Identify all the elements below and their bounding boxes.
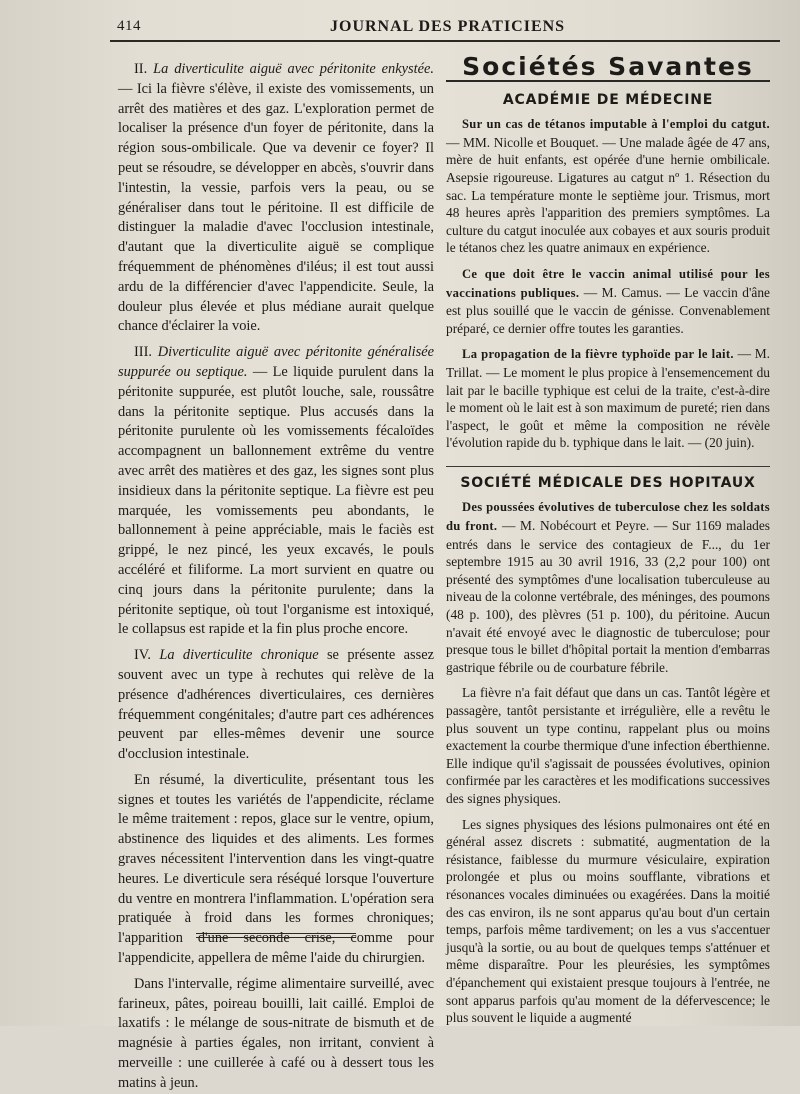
- entry-body: Les signes physiques des lésions pulmonaires ont été en général assez discrets : submatité, augmentation de la résistance, faiblesse du murmure vésiculaire, expiration prolongée et plus ou moins soufflante, vibrations et résonances vocales diminuées ou exagérées. Dans la moitié des cas environ, ils ne sont apparus qu'au bout d'un certain temps, parfois même tardivement; on les a vus s'accentuer jusqu'à la sortie, ou au bout de quelques temps s'atténuer et même disparaître. Pour les pleurésies, les symptômes d'épanchement qui existaient presque toujours à l'entrée, ne sont apparus parfois qu'au moment de la défervescence; le plus souvent le liquide a augmenté: [446, 816, 770, 1026]
- entry-body: — M. Camus. — Le vaccin d'âne est plus souillé que le vaccin de génisse. Convenablement préparé, ce dernier offre toutes les garanties.: [446, 284, 770, 336]
- entry-body: — M. Trillat. — Le moment le plus propice à l'ensemencement du lait par le bacille typhique est celui de la traite, c'est-à-dire le moment où le lait est à son maximum de pureté; rien dans l'aspect, le goût et même la composition ne révèle l'évolution rapide du b. typhique dans le lait. — (20 juin).: [446, 346, 770, 451]
- entry-title: Ce que doit être le vaccin animal utilisé pour les vaccinations publiques.: [446, 266, 770, 300]
- societes-savantes-banner: Sociétés Savantes: [446, 58, 770, 82]
- header-rule: [110, 40, 780, 42]
- paragraph-body: — Le liquide purulent dans la péritonite suppurée, est plutôt louche, sale, roussâtre dans la péritonite septique. Plus accusés dans la péritonite purulente où les vomissements fécaloïdes accompagnent un ballonnement extrême du ventre avec arrêt des matières et des gaz, les signes sont plus insidieux dans la péritonite septique. La fièvre est peu marquée, les vomissements peu abondants, le ballonnement à peine appréciable, mais le faciès est grippé, le nez pincé, les yeux excavés, le pouls accéléré et filiforme. La mort survient en quatre ou cinq jours dans la péritonite purulente; dans la péritonite septique, où tout l'organisme est intoxiqué, le collapsus est rapide et la fin plus proche encore.: [118, 363, 434, 638]
- paragraph-label: II.: [134, 61, 148, 77]
- right-column: [446, 52, 770, 1027]
- entry-body: — M. Nobécourt et Peyre. — Sur 1169 malades entrés dans le service des contagieux de F..., du 1er septembre 1915 au 30 avril 1916, 33 (2,2 pour 100) ont présenté des symptômes d'une localisation tuberculeuse au niveau de la colonne vertébrale, des méninges, des poumons (48 p. 100), des plèvres (51 p. 100), du péritoine. Aucun n'avait été envoyé avec le diagnostic de tuberculose; pour presque tous le billet d'hôpital portait la mention d'embarras gastrique fébrile ou de courbature fébrile.: [446, 518, 770, 675]
- paragraph-body: — Ici la fièvre s'élève, il existe des vomissements, un arrêt des matières et des gaz. L'exploration permet de localiser la présence d'un foyer de péritonite, dans la région sous-ombilicale. Que va devenir ce foyer? Il peut se résoudre, se développer en abcès, s'ouvrir dans l'intestin, la vessie, parfois vers la peau, ou se généraliser dans tout le péritoine. Il est difficile de distinguer la maladie d'avec l'occlusion intestinale, d'autant que la diverticulite aiguë se complique fréquemment de phénomènes d'iléus; il est tout aussi ardu de la différencier d'avec l'appendicite. Seule, la douleur plus élevée et plus médiane aurait quelque chance d'éclairer la voie.: [118, 80, 434, 335]
- left-column: [118, 60, 434, 1094]
- paragraph-body: Dans l'intervalle, régime alimentaire surveillé, avec farineux, pâtes, poireau bouilli, lait caillé. Emploi de laxatifs : le mélange de sous-nitrate de bismuth et de magnésie à parties égales, non irritant, convient à merveille : une cuillerée à café ou à dessert tous les matins à jeun.: [118, 975, 434, 1091]
- paragraph-heading: Diverticulite aiguë avec péritonite généralisée suppurée ou septique.: [118, 344, 434, 380]
- paragraph-label: III.: [134, 344, 152, 361]
- paragraph-heading: La diverticulite chronique: [159, 647, 319, 664]
- paragraph-4: [118, 646, 434, 765]
- entry-tuberculose: [446, 498, 770, 676]
- entry-body: — MM. Nicolle et Bouquet. — Une malade âgée de 47 ans, mère de huit enfants, est opérée d'une hernie ombilicale. Asepsie rigoureuse. Ligatures au catgut nº 1. Résection du sac. La température monte le septième jour. Trismus, mort 48 heures après l'apparition des premiers symptômes. La culture du catgut inoculée aux cobayes et aux souris produit le tétanos chez les quatre animaux en expérience.: [446, 134, 770, 256]
- paragraph-regime: [118, 975, 434, 1094]
- entry-vaccin: [446, 265, 770, 337]
- paragraph-2: [118, 60, 434, 337]
- entry-title: Des poussées évolutives de tuberculose chez les soldats du front.: [446, 500, 770, 534]
- entry-typhoide: [446, 345, 770, 452]
- page-number: 414: [117, 18, 141, 34]
- entry-tetanos: [446, 115, 770, 257]
- closing-rule: [196, 933, 356, 938]
- paragraph-body: En résumé, la diverticulite, présentant tous les signes et toutes les variétés de l'appendicite, réclame le même traitement : repos, glace sur le ventre, opium, abstinence des liquides et des aliments. Les formes graves nécessitent l'intervention dans les vingt-quatre heures. Le diverticule sera réséqué lorsque l'ouverture du ventre en montrera l'inflammation. L'opération sera pratiquée à froid dans les formes chroniques; l'apparition d'une seconde crise, comme pour l'appendicite, appellera de même l'aide du chirurgien.: [118, 771, 434, 967]
- section-title-societe-medicale: SOCIÉTÉ MÉDICALE DES HOPITAUX: [446, 466, 770, 493]
- journal-title: JOURNAL DES PRATICIENS: [330, 18, 566, 35]
- section-title-academie: ACADÉMIE DE MÉDECINE: [502, 91, 714, 108]
- entry-title: La propagation de la fièvre typhoïde par le lait.: [462, 347, 734, 362]
- paragraph-heading: La diverticulite aiguë avec péritonite enkystée.: [153, 61, 434, 77]
- entry-title: Sur un cas de tétanos imputable à l'emploi du catgut.: [462, 117, 770, 132]
- page-header: [0, 0, 800, 44]
- entry-body: La fièvre n'a fait défaut que dans un cas. Tantôt légère et passagère, tantôt persistante et irrégulière, elle a revêtu le plus souvent un type continu, rappelant plus ou moins exactement la courbe thermique d'une infection éberthienne. Elle indique qu'il s'agissait de poussées évolutives, opinion confirmée par les caractères et les modifications successives des signes physiques.: [446, 685, 770, 806]
- paragraph-summary: [118, 771, 434, 969]
- entry-signes-physiques: [446, 816, 770, 1027]
- paragraph-label: IV.: [134, 647, 151, 664]
- paragraph-3: [118, 343, 434, 640]
- entry-fievre: [446, 684, 770, 807]
- paragraph-body: se présente assez souvent avec un type à rechutes qui relève de la présence d'adhérences diverticulaires, ces dernières fréquemment congénitales; d'autre part ces adhérences peuvent par elles-mêmes devenir une source d'occlusion intestinale.: [118, 647, 434, 763]
